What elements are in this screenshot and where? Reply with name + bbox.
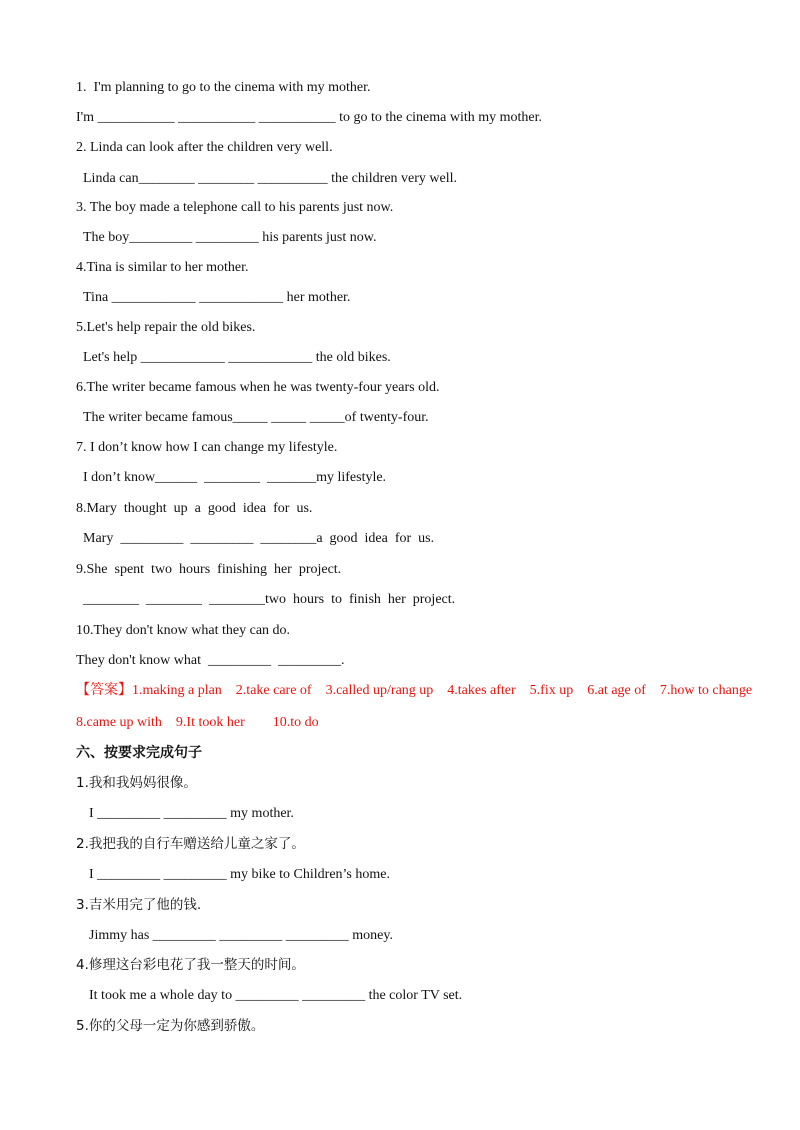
cn-answer-line-3: Jimmy has _________ _________ _________ money.	[89, 928, 393, 943]
question-8: 8.Mary thought up a good idea for us.	[76, 501, 313, 516]
question-5: 5.Let's help repair the old bikes.	[76, 320, 256, 335]
answer-line-2: Linda can________ ________ __________ the children very well.	[83, 171, 458, 186]
cn-answer-line-1: I _________ _________ my mother.	[89, 806, 294, 821]
question-2: 2. Linda can look after the children very well.	[76, 140, 333, 155]
answer-line-7: I don’t know______ ________ _______my lifestyle.	[83, 470, 387, 485]
cn-question-1: 1.我和我妈妈很像。	[76, 775, 197, 791]
question-6: 6.The writer became famous when he was twenty-four years old.	[76, 380, 440, 395]
answer-line-4: Tina ____________ ____________ her mother.	[83, 290, 351, 305]
section-heading: 六、按要求完成句子	[76, 745, 202, 761]
question-1: 1. I'm planning to go to the cinema with my mother.	[76, 80, 371, 95]
answer-key-line-1: 【答案】1.making a plan 2.take care of 3.called up/rang up 4.takes after 5.fix up 6.at age of 7.how to change	[76, 683, 753, 698]
cn-question-5: 5.你的父母一定为你感到骄傲。	[76, 1018, 265, 1034]
answer-line-5: Let's help ____________ ____________ the old bikes.	[83, 350, 391, 365]
cn-question-2: 2.我把我的自行车赠送给儿童之家了。	[76, 836, 305, 852]
answer-line-9: ________ ________ ________two hours to finish her project.	[83, 592, 456, 607]
question-7: 7. I don’t know how I can change my lifestyle.	[76, 440, 338, 455]
answer-line-10: They don't know what _________ _________.	[76, 653, 345, 668]
answer-key-line-2: 8.came up with 9.It took her 10.to do	[76, 715, 319, 730]
cn-answer-line-4: It took me a whole day to _________ _________ the color TV set.	[89, 988, 463, 1003]
question-4: 4.Tina is similar to her mother.	[76, 260, 249, 275]
answer-line-1: I'm ___________ ___________ ___________ to go to the cinema with my mother.	[76, 110, 543, 125]
answer-line-3: The boy_________ _________ his parents just now.	[83, 230, 377, 245]
answer-line-6: The writer became famous_____ _____ _____of twenty-four.	[83, 410, 429, 425]
question-3: 3. The boy made a telephone call to his parents just now.	[76, 200, 394, 215]
cn-question-3: 3.吉米用完了他的钱.	[76, 897, 202, 913]
cn-question-4: 4.修理这台彩电花了我一整天的时间。	[76, 957, 305, 973]
cn-answer-line-2: I _________ _________ my bike to Children’s home.	[89, 867, 390, 882]
answer-line-8: Mary _________ _________ ________a good idea for us.	[83, 531, 435, 546]
question-10: 10.They don't know what they can do.	[76, 623, 291, 638]
question-9: 9.She spent two hours finishing her project.	[76, 562, 342, 577]
